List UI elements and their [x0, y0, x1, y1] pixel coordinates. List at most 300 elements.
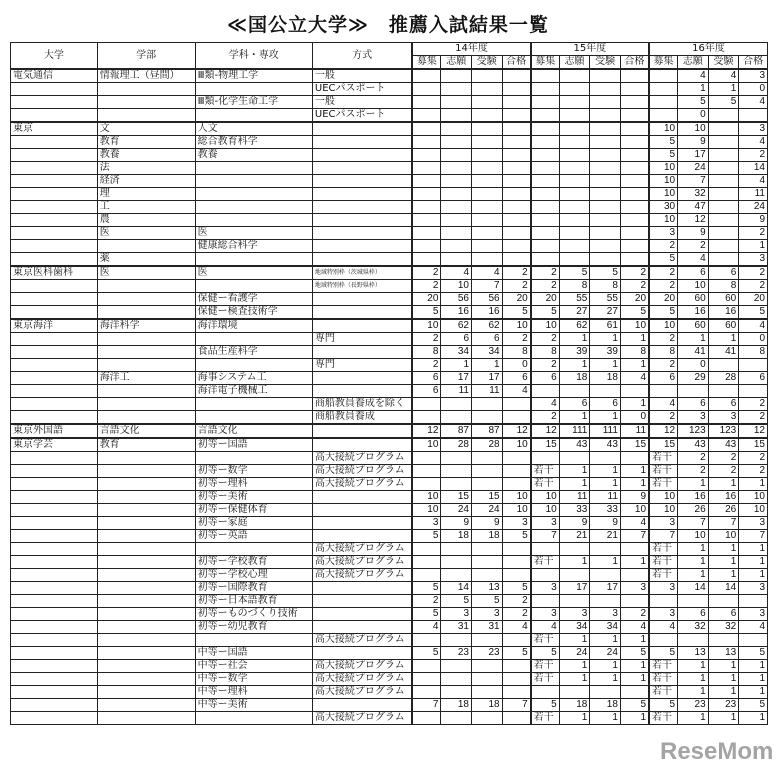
value-cell — [412, 452, 441, 465]
university-cell — [11, 136, 98, 149]
faculty-cell — [97, 83, 195, 96]
value-cell — [472, 569, 503, 582]
value-cell: 若干 — [531, 478, 560, 491]
value-cell: 1 — [620, 398, 649, 411]
table-row — [11, 333, 768, 346]
table-row — [11, 543, 768, 556]
method-cell: 高大接続プログラム — [312, 712, 412, 725]
value-cell — [678, 385, 709, 398]
value-cell — [531, 240, 560, 253]
university-cell — [11, 634, 98, 647]
table-row — [11, 517, 768, 530]
value-cell: 10 — [649, 319, 678, 333]
value-cell: 5 — [412, 582, 441, 595]
value-cell — [472, 712, 503, 725]
university-cell: 東京外国語 — [11, 424, 98, 438]
value-cell: 5 — [502, 647, 531, 660]
value-cell: 18 — [472, 530, 503, 543]
department-cell: 初等ー美術 — [195, 491, 312, 504]
value-cell — [502, 543, 531, 556]
value-cell — [441, 227, 472, 240]
value-cell — [620, 83, 649, 96]
value-cell: 3 — [620, 582, 649, 595]
value-cell: 60 — [708, 319, 739, 333]
value-cell: 16 — [678, 491, 709, 504]
faculty-cell: 法 — [97, 162, 195, 175]
value-cell — [412, 149, 441, 162]
value-cell: 15 — [441, 491, 472, 504]
value-cell: 8 — [502, 346, 531, 359]
value-cell: 8 — [649, 346, 678, 359]
table-row — [11, 280, 768, 293]
table-row — [11, 96, 768, 109]
value-cell — [502, 201, 531, 214]
method-cell — [312, 201, 412, 214]
value-cell: 5 — [678, 96, 709, 109]
value-cell: 5 — [620, 647, 649, 660]
table-row — [11, 201, 768, 214]
value-cell — [412, 712, 441, 725]
faculty-cell — [97, 660, 195, 673]
value-cell — [708, 240, 739, 253]
value-cell: 10 — [739, 491, 768, 504]
table-row — [11, 621, 768, 634]
value-cell: 17 — [678, 149, 709, 162]
faculty-cell: 農 — [97, 214, 195, 227]
faculty-cell: 文 — [97, 122, 195, 136]
value-cell — [620, 188, 649, 201]
value-cell: 2 — [620, 280, 649, 293]
value-cell: 56 — [472, 293, 503, 306]
value-cell — [472, 109, 503, 123]
method-cell: 高大接続プログラム — [312, 465, 412, 478]
value-cell: 39 — [590, 346, 621, 359]
value-cell — [590, 175, 621, 188]
value-cell: 3 — [739, 582, 768, 595]
value-cell — [559, 385, 590, 398]
faculty-cell — [97, 306, 195, 320]
value-cell — [502, 465, 531, 478]
value-cell: 32 — [678, 188, 709, 201]
value-cell: 若干 — [649, 712, 678, 725]
faculty-cell — [97, 530, 195, 543]
value-cell: 4 — [620, 517, 649, 530]
value-cell — [559, 240, 590, 253]
faculty-cell — [97, 293, 195, 306]
value-cell: 2 — [739, 398, 768, 411]
value-cell: 4 — [739, 621, 768, 634]
value-cell: 27 — [559, 306, 590, 320]
department-cell: 海事システム工 — [195, 372, 312, 385]
value-cell — [472, 83, 503, 96]
value-cell: 4 — [531, 621, 560, 634]
value-cell: 9 — [678, 136, 709, 149]
value-cell: 若干 — [649, 465, 678, 478]
value-cell: 2 — [531, 333, 560, 346]
faculty-cell — [97, 673, 195, 686]
value-cell — [472, 673, 503, 686]
value-cell: 2 — [649, 280, 678, 293]
value-cell — [739, 595, 768, 608]
value-cell: 43 — [559, 438, 590, 452]
value-cell — [441, 543, 472, 556]
value-cell — [739, 109, 768, 123]
faculty-cell — [97, 712, 195, 725]
value-cell: 34 — [590, 621, 621, 634]
value-cell: 若干 — [649, 543, 678, 556]
value-cell: 5 — [412, 608, 441, 621]
table-row — [11, 359, 768, 372]
value-cell: 2 — [412, 266, 441, 280]
value-cell — [502, 452, 531, 465]
value-cell — [620, 96, 649, 109]
faculty-cell — [97, 385, 195, 398]
value-cell — [531, 188, 560, 201]
university-cell — [11, 673, 98, 686]
value-cell: 5 — [412, 530, 441, 543]
subheader-3: 合格 — [739, 56, 768, 70]
value-cell — [559, 175, 590, 188]
value-cell: 8 — [412, 346, 441, 359]
value-cell: 33 — [559, 504, 590, 517]
value-cell: 28 — [472, 438, 503, 452]
value-cell — [590, 96, 621, 109]
university-cell — [11, 621, 98, 634]
value-cell — [590, 385, 621, 398]
value-cell: 1 — [620, 359, 649, 372]
value-cell: 39 — [559, 346, 590, 359]
value-cell — [502, 660, 531, 673]
department-cell: 初等ー英語 — [195, 530, 312, 543]
value-cell — [559, 686, 590, 699]
method-cell — [312, 699, 412, 712]
value-cell: 1 — [739, 569, 768, 582]
value-cell — [708, 188, 739, 201]
university-cell — [11, 504, 98, 517]
method-cell — [312, 175, 412, 188]
value-cell: 1 — [590, 660, 621, 673]
value-cell: 4 — [412, 621, 441, 634]
value-cell — [559, 569, 590, 582]
value-cell: 18 — [590, 372, 621, 385]
value-cell — [620, 227, 649, 240]
value-cell — [590, 109, 621, 123]
value-cell: 2 — [739, 452, 768, 465]
value-cell: 1 — [678, 673, 709, 686]
value-cell — [412, 188, 441, 201]
value-cell: 62 — [441, 319, 472, 333]
value-cell: 56 — [441, 293, 472, 306]
watermark-logo: ReseMom — [660, 738, 774, 765]
subheader-3: 合格 — [502, 56, 531, 70]
value-cell: 87 — [441, 424, 472, 438]
university-cell — [11, 478, 98, 491]
value-cell — [739, 634, 768, 647]
value-cell: 5 — [708, 96, 739, 109]
value-cell: 3 — [649, 517, 678, 530]
university-cell — [11, 411, 98, 425]
value-cell: 8 — [708, 280, 739, 293]
value-cell — [649, 385, 678, 398]
value-cell — [708, 634, 739, 647]
value-cell: 2 — [531, 411, 560, 425]
university-cell — [11, 647, 98, 660]
value-cell: 3 — [739, 608, 768, 621]
value-cell: 5 — [649, 699, 678, 712]
value-cell — [441, 96, 472, 109]
faculty-cell — [97, 569, 195, 582]
value-cell — [412, 569, 441, 582]
value-cell: 6 — [412, 385, 441, 398]
value-cell: 0 — [620, 411, 649, 425]
method-cell — [312, 608, 412, 621]
value-cell: 2 — [412, 595, 441, 608]
faculty-cell — [97, 582, 195, 595]
value-cell — [441, 69, 472, 83]
value-cell — [620, 595, 649, 608]
department-cell: 言語文化 — [195, 424, 312, 438]
faculty-cell — [97, 686, 195, 699]
method-cell: 地域特別枠（茨城県枠） — [312, 266, 412, 280]
method-cell — [312, 517, 412, 530]
value-cell — [441, 398, 472, 411]
faculty-cell — [97, 465, 195, 478]
value-cell — [649, 69, 678, 83]
value-cell: 若干 — [649, 686, 678, 699]
department-cell: 初等ー学校教育 — [195, 556, 312, 569]
value-cell — [649, 96, 678, 109]
value-cell: 3 — [412, 517, 441, 530]
value-cell — [620, 385, 649, 398]
subheader-1: 志願 — [678, 56, 709, 70]
method-cell: UECパスポート — [312, 83, 412, 96]
method-cell — [312, 595, 412, 608]
department-cell: 医 — [195, 266, 312, 280]
value-cell: 18 — [590, 699, 621, 712]
value-cell: 7 — [531, 530, 560, 543]
value-cell: 4 — [620, 372, 649, 385]
value-cell — [590, 69, 621, 83]
method-cell: UECパスポート — [312, 109, 412, 123]
value-cell: 若干 — [531, 556, 560, 569]
table-row — [11, 478, 768, 491]
value-cell — [502, 109, 531, 123]
value-cell: 2 — [739, 411, 768, 425]
header-university: 大学 — [11, 43, 98, 70]
table-row — [11, 634, 768, 647]
value-cell: 1 — [739, 556, 768, 569]
value-cell: 123 — [678, 424, 709, 438]
value-cell — [590, 149, 621, 162]
value-cell — [531, 162, 560, 175]
value-cell — [502, 673, 531, 686]
department-cell: 人文 — [195, 122, 312, 136]
value-cell: 10 — [620, 319, 649, 333]
value-cell — [472, 452, 503, 465]
value-cell: 2 — [649, 266, 678, 280]
subheader-2: 受験 — [472, 56, 503, 70]
value-cell: 1 — [620, 333, 649, 346]
value-cell: 1 — [620, 660, 649, 673]
value-cell — [620, 569, 649, 582]
value-cell: 34 — [559, 621, 590, 634]
value-cell: 3 — [590, 608, 621, 621]
value-cell — [620, 149, 649, 162]
table-row — [11, 398, 768, 411]
table-row — [11, 319, 768, 333]
value-cell: 10 — [502, 319, 531, 333]
value-cell: 1 — [559, 359, 590, 372]
value-cell: 2 — [620, 608, 649, 621]
header-faculty: 学部 — [97, 43, 195, 70]
value-cell: 1 — [590, 333, 621, 346]
value-cell — [472, 660, 503, 673]
faculty-cell — [97, 96, 195, 109]
value-cell — [620, 162, 649, 175]
value-cell: 2 — [739, 227, 768, 240]
value-cell: 4 — [649, 398, 678, 411]
value-cell: 10 — [678, 530, 709, 543]
value-cell: 13 — [472, 582, 503, 595]
table-row — [11, 424, 768, 438]
method-cell — [312, 306, 412, 320]
method-cell — [312, 424, 412, 438]
value-cell — [708, 253, 739, 267]
value-cell: 7 — [472, 280, 503, 293]
department-cell: 海洋電子機械工 — [195, 385, 312, 398]
value-cell — [412, 556, 441, 569]
value-cell: 60 — [678, 293, 709, 306]
value-cell — [502, 411, 531, 425]
value-cell — [412, 411, 441, 425]
value-cell: 10 — [649, 162, 678, 175]
value-cell — [472, 411, 503, 425]
value-cell: 5 — [649, 647, 678, 660]
value-cell: 5 — [620, 699, 649, 712]
value-cell: 2 — [620, 266, 649, 280]
university-cell — [11, 333, 98, 346]
value-cell: 1 — [620, 712, 649, 725]
value-cell — [502, 188, 531, 201]
value-cell: 20 — [412, 293, 441, 306]
value-cell: 23 — [441, 647, 472, 660]
value-cell: 1 — [708, 83, 739, 96]
value-cell — [559, 83, 590, 96]
method-cell: 一般 — [312, 96, 412, 109]
value-cell — [472, 201, 503, 214]
value-cell — [412, 83, 441, 96]
value-cell: 7 — [739, 530, 768, 543]
department-cell: 中等ー国語 — [195, 647, 312, 660]
table-row — [11, 227, 768, 240]
value-cell — [502, 175, 531, 188]
value-cell: 若干 — [649, 660, 678, 673]
value-cell: 10 — [649, 214, 678, 227]
faculty-cell: 経済 — [97, 175, 195, 188]
value-cell: 若干 — [531, 465, 560, 478]
value-cell: 2 — [412, 280, 441, 293]
table-row — [11, 122, 768, 136]
value-cell — [472, 175, 503, 188]
header-year-15: 15年度 — [531, 43, 649, 56]
value-cell — [502, 227, 531, 240]
value-cell: 10 — [649, 122, 678, 136]
value-cell: 3 — [502, 517, 531, 530]
value-cell: 1 — [739, 686, 768, 699]
department-cell — [195, 175, 312, 188]
value-cell: 28 — [708, 372, 739, 385]
table-row — [11, 266, 768, 280]
university-cell — [11, 359, 98, 372]
value-cell: 9 — [620, 491, 649, 504]
value-cell — [441, 712, 472, 725]
value-cell: 24 — [441, 504, 472, 517]
value-cell: 若干 — [531, 712, 560, 725]
value-cell: 34 — [472, 346, 503, 359]
value-cell: 1 — [739, 673, 768, 686]
value-cell: 1 — [590, 465, 621, 478]
value-cell: 1 — [739, 543, 768, 556]
value-cell — [620, 240, 649, 253]
value-cell — [620, 201, 649, 214]
value-cell — [441, 465, 472, 478]
value-cell — [531, 452, 560, 465]
department-cell — [195, 214, 312, 227]
value-cell: 62 — [472, 319, 503, 333]
value-cell — [472, 136, 503, 149]
value-cell — [620, 253, 649, 267]
value-cell: 47 — [678, 201, 709, 214]
faculty-cell — [97, 333, 195, 346]
value-cell — [620, 214, 649, 227]
value-cell — [590, 240, 621, 253]
method-cell — [312, 188, 412, 201]
value-cell: 2 — [649, 411, 678, 425]
value-cell: 4 — [739, 136, 768, 149]
value-cell — [559, 595, 590, 608]
table-row — [11, 673, 768, 686]
value-cell: 6 — [739, 372, 768, 385]
value-cell: 20 — [649, 293, 678, 306]
value-cell — [531, 149, 560, 162]
value-cell: 15 — [739, 438, 768, 452]
value-cell: 41 — [678, 346, 709, 359]
table-row — [11, 556, 768, 569]
department-cell: 初等ー数学 — [195, 465, 312, 478]
value-cell — [590, 201, 621, 214]
value-cell — [531, 214, 560, 227]
value-cell — [531, 109, 560, 123]
value-cell: 5 — [412, 647, 441, 660]
value-cell: 若干 — [649, 673, 678, 686]
value-cell: 3 — [531, 582, 560, 595]
value-cell: 14 — [708, 582, 739, 595]
method-cell — [312, 253, 412, 267]
value-cell: 2 — [502, 266, 531, 280]
value-cell: 1 — [708, 686, 739, 699]
value-cell — [590, 227, 621, 240]
value-cell — [531, 227, 560, 240]
value-cell: 1 — [620, 634, 649, 647]
department-cell: 海洋環境 — [195, 319, 312, 333]
faculty-cell — [97, 478, 195, 491]
table-row — [11, 162, 768, 175]
value-cell: 6 — [678, 608, 709, 621]
value-cell: 4 — [739, 96, 768, 109]
value-cell — [531, 122, 560, 136]
header-year-14: 14年度 — [412, 43, 530, 56]
value-cell — [412, 109, 441, 123]
